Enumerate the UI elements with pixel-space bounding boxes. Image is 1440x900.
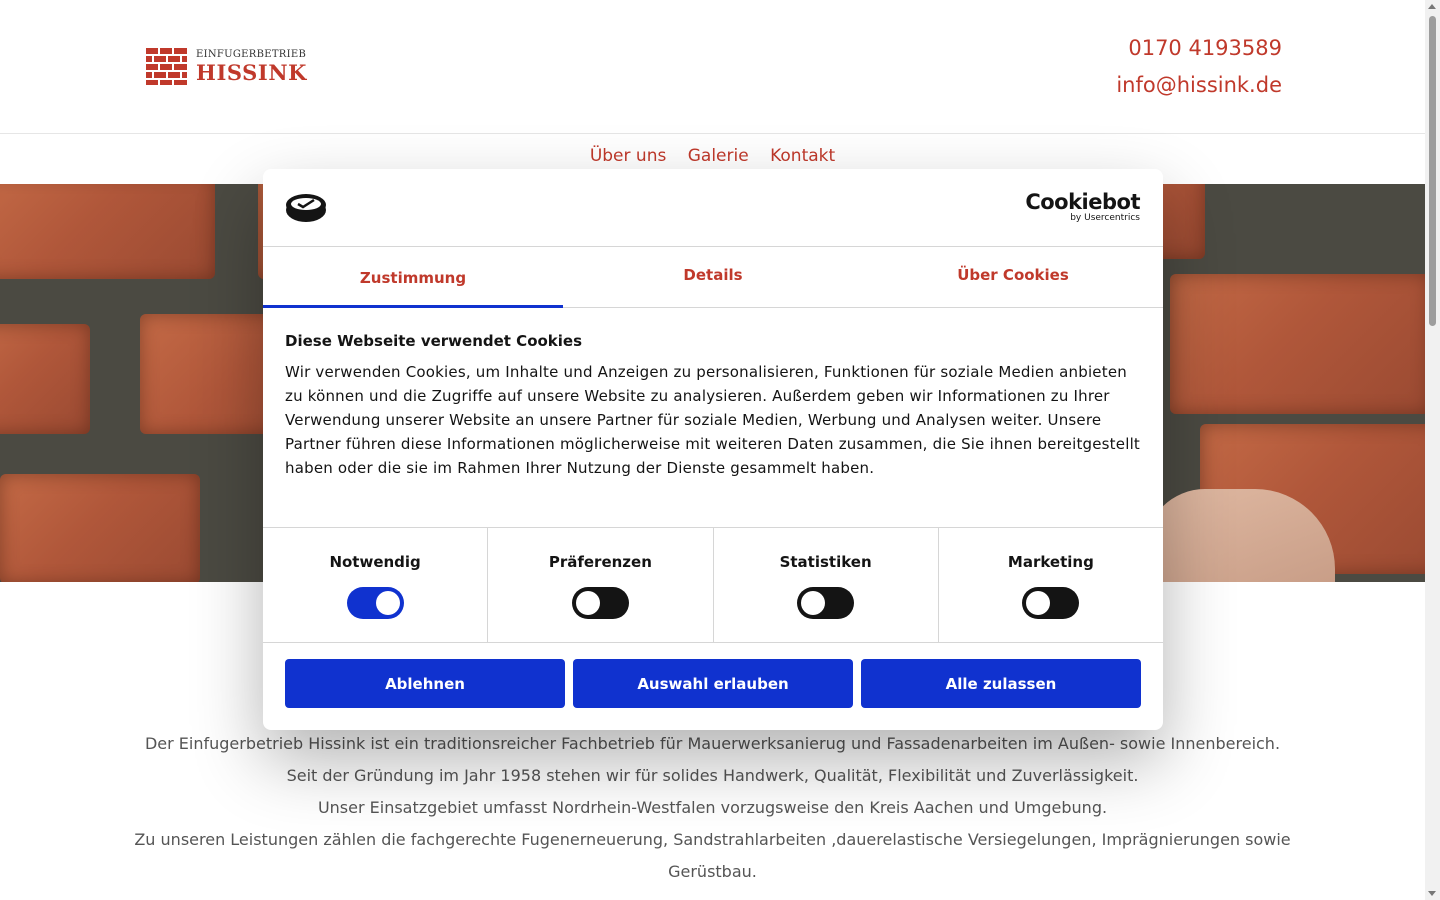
- toggle-label-praeferenzen: Präferenzen: [548, 553, 652, 571]
- hero-brick: [0, 474, 200, 582]
- nav-item-galerie[interactable]: Galerie: [687, 146, 749, 166]
- tab-ueber-cookies[interactable]: Über Cookies: [957, 266, 1069, 284]
- intro-line: Der Einfugerbetrieb Hissink ist ein traditionsreicher Fachbetrieb für Mauerwerksanierug und Fassadenarbeiten im Außen- sowie Innenbereich.: [144, 734, 1281, 753]
- toggle-statistiken[interactable]: [797, 587, 854, 619]
- scroll-down-arrow-icon[interactable]: [1428, 891, 1436, 896]
- allow-all-button[interactable]: Alle zulassen: [861, 659, 1141, 708]
- dialog-buttons: [263, 643, 1163, 708]
- dialog-description: Wir verwenden Cookies, um Inhalte und Anzeigen zu personalisieren, Funktionen für soziale Medien anbieten zu können und die Zugriffe auf unsere Website zu analysieren. Außerdem geben wir Informationen zu Ihrer Verwendung unserer Website an unsere Partner für soziale Medien, Werbung und Analysen weiter. Unsere Partner führen diese Informationen möglicherweise mit weiteren Daten zusammen, die Sie ihnen bereitgestellt haben oder die sie im Rahmen Ihrer Nutzung der Dienste gesammelt haben.: [285, 363, 1141, 477]
- logo-subtitle: EINFUGERBETRIEB: [196, 49, 307, 60]
- deny-button[interactable]: Ablehnen: [285, 659, 565, 708]
- nav-item-kontakt[interactable]: Kontakt: [770, 146, 836, 166]
- dialog-header: [263, 169, 1163, 247]
- cookiebot-byline: by Usercentrics: [1070, 213, 1140, 223]
- intro-line: Zu unseren Leistungen zählen die fachgerechte Fugenerneuerung, Sandstrahlarbeiten ,dauerelastische Versiegelungen, Imprägnierungen sowie: [134, 830, 1291, 849]
- contact-info: [1116, 30, 1282, 104]
- toggle-knob: [576, 591, 600, 615]
- toggle-cell-praeferenzen: [488, 528, 713, 642]
- toggle-notwendig[interactable]: [347, 587, 404, 619]
- intro-line: Gerüstbau.: [668, 862, 757, 881]
- intro-line: Seit der Gründung im Jahr 1958 stehen wir für solides Handwerk, Qualität, Flexibilität und Zuverlässigkeit.: [286, 766, 1139, 785]
- toggle-label-marketing: Marketing: [1007, 553, 1094, 571]
- dialog-tabs: [263, 247, 1163, 308]
- hero-brick: [0, 184, 215, 279]
- intro-line: Unser Einsatzgebiet umfasst Nordrhein-Westfalen vorzugsweise den Kreis Aachen und Umgebung.: [317, 798, 1108, 817]
- dialog-title: Diese Webseite verwendet Cookies: [285, 332, 583, 350]
- allow-selection-button[interactable]: Auswahl erlauben: [573, 659, 853, 708]
- hero-brick: [1170, 274, 1425, 414]
- toggle-label-statistiken: Statistiken: [779, 553, 872, 571]
- toggle-praeferenzen[interactable]: [572, 587, 629, 619]
- site-logo[interactable]: [146, 48, 307, 85]
- cookiebot-logo-icon: [285, 193, 327, 223]
- nav-item-ueber-uns[interactable]: Über uns: [589, 146, 667, 166]
- toggle-cell-statistiken: [714, 528, 939, 642]
- page-scrollbar[interactable]: [1425, 0, 1440, 900]
- site-header: [0, 0, 1425, 134]
- tab-details[interactable]: Details: [683, 266, 743, 284]
- brick-logo-icon: [146, 48, 187, 85]
- intro-text: [0, 728, 1425, 888]
- main-nav: [0, 146, 1425, 166]
- consent-toggles: [263, 528, 1163, 643]
- toggle-knob: [376, 591, 400, 615]
- toggle-cell-notwendig: [263, 528, 488, 642]
- toggle-label-notwendig: Notwendig: [329, 553, 421, 571]
- toggle-cell-marketing: [939, 528, 1163, 642]
- cookie-consent-dialog: [263, 169, 1163, 730]
- cookiebot-brand[interactable]: [1025, 191, 1140, 223]
- toggle-knob: [801, 591, 825, 615]
- cookiebot-wordmark: Cookiebot: [1025, 190, 1140, 214]
- email-link[interactable]: info@hissink.de: [1116, 73, 1282, 97]
- toggle-knob: [1026, 591, 1050, 615]
- phone-link[interactable]: 0170 4193589: [1128, 36, 1282, 60]
- dialog-body: [263, 308, 1163, 528]
- logo-title: HISSINK: [196, 60, 308, 85]
- toggle-marketing[interactable]: [1022, 587, 1079, 619]
- scroll-up-arrow-icon[interactable]: [1428, 4, 1436, 9]
- hero-brick: [0, 324, 90, 434]
- tab-zustimmung[interactable]: Zustimmung: [263, 247, 563, 307]
- scrollbar-thumb[interactable]: [1429, 16, 1436, 326]
